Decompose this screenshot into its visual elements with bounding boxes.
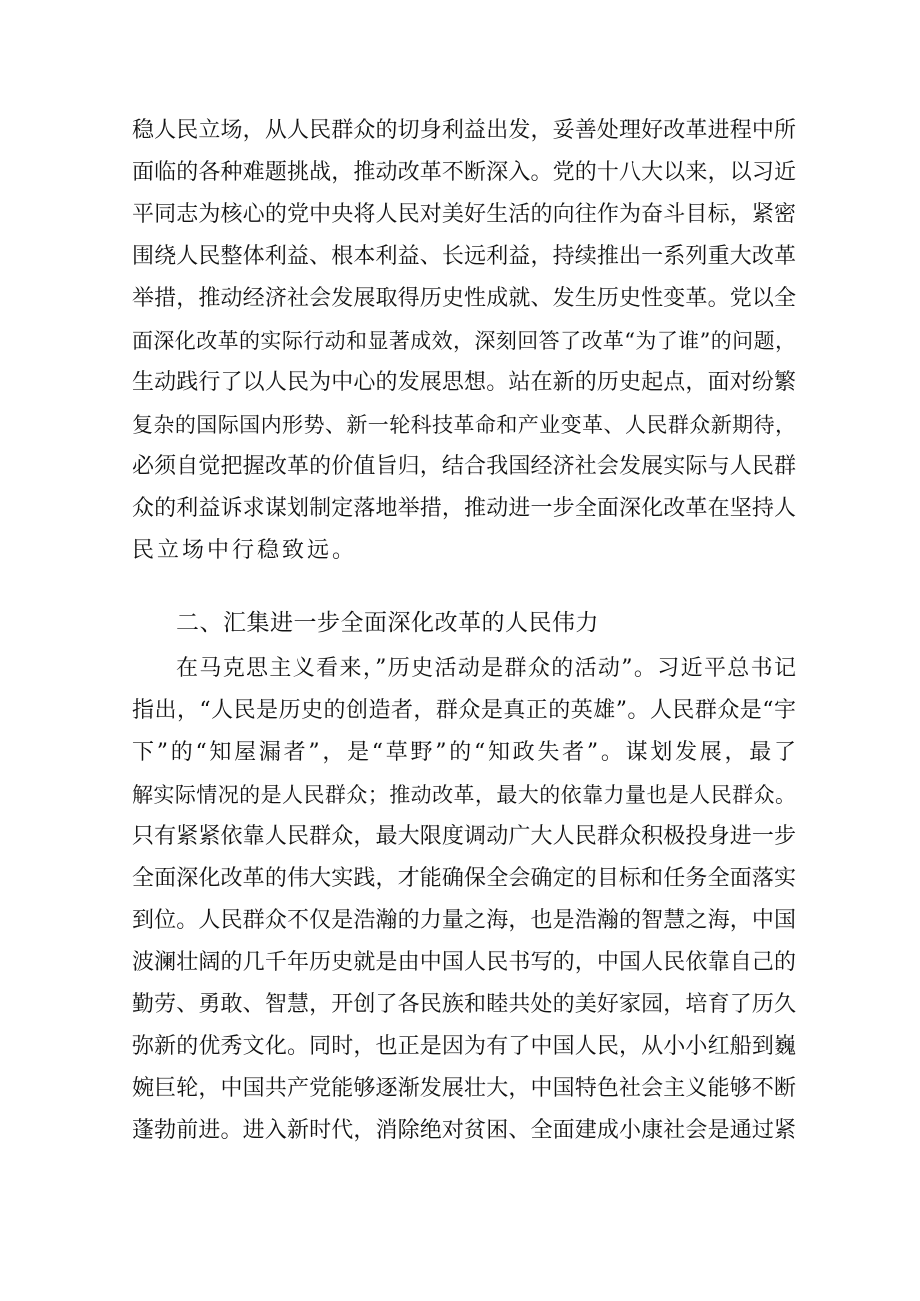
paragraph-line: 婉巨轮，中国共产党能够逐渐发展壮大，中国特色社会主义能够不断 [132,1076,796,1101]
paragraph-line: 只有紧紧依靠人民群众，最大限度调动广大人民群众积极投身进一步 [132,824,796,849]
paragraph-line: 弥新的优秀文化。同时，也正是因为有了中国人民，从小小红船到巍 [132,1034,796,1059]
paragraph-line: 必须自觉把握改革的价值旨归，结合我国经济社会发展实际与人民群 [132,454,796,479]
paragraph-line: 勤劳、勇敢、智慧，开创了各民族和睦共处的美好家园，培育了历久 [132,992,796,1017]
paragraph-line: 在马克思主义看来，”历史活动是群众的活动”。习近平总书记 [176,656,796,681]
paragraph-line: 众的利益诉求谋划制定落地举措，推动进一步全面深化改革在坚持人 [132,496,796,521]
paragraph-line: 稳人民立场，从人民群众的切身利益出发，妥善处理好改革进程中所 [132,118,796,143]
paragraph-line: 面临的各种难题挑战，推动改革不断深入。党的十八大以来，以习近 [132,160,796,185]
paragraph-2 [132,648,796,1152]
paragraph-line: 指出，“人民是历史的创造者，群众是真正的英雄”。人民群众是“宇 [132,698,796,723]
paragraph-line: 围绕人民整体利益、根本利益、长远利益，持续推出一系列重大改革 [132,244,796,269]
paragraph-line: 蓬勃前进。进入新时代，消除绝对贫困、全面建成小康社会是通过紧 [132,1118,796,1143]
paragraph-line: 下”的“知屋漏者”，是“草野”的“知政失者”。谋划发展，最了 [132,740,796,765]
paragraph-line: 复杂的国际国内形势、新一轮科技革命和产业变革、人民群众新期待， [132,413,796,437]
paragraph-line: 解实际情况的是人民群众；推动改革，最大的依靠力量也是人民群众。 [132,783,796,807]
paragraph-line: 平同志为核心的党中央将人民对美好生活的向往作为奋斗目标，紧密 [132,202,796,227]
paragraph-1 [132,110,796,572]
paragraph-line: 举措，推动经济社会发展取得历史性成就、发生历史性变革。党以全 [132,286,796,311]
paragraph-line: 民立场中行稳致远。 [132,538,358,563]
paragraph-line: 到位。人民群众不仅是浩瀚的力量之海，也是浩瀚的智慧之海，中国 [132,908,796,933]
section-heading: 二、汇集进一步全面深化改革的人民伟力 [176,610,599,636]
paragraph-line: 波澜壮阔的几千年历史就是由中国人民书写的，中国人民依靠自己的 [132,950,796,975]
paragraph-line: 生动践行了以人民为中心的发展思想。站在新的历史起点，面对纷繁 [132,370,796,395]
paragraph-line: 面深化改革的实际行动和显著成效，深刻回答了改革“为了谁”的问题， [132,329,796,353]
paragraph-line: 全面深化改革的伟大实践，才能确保全会确定的目标和任务全面落实 [132,866,796,891]
